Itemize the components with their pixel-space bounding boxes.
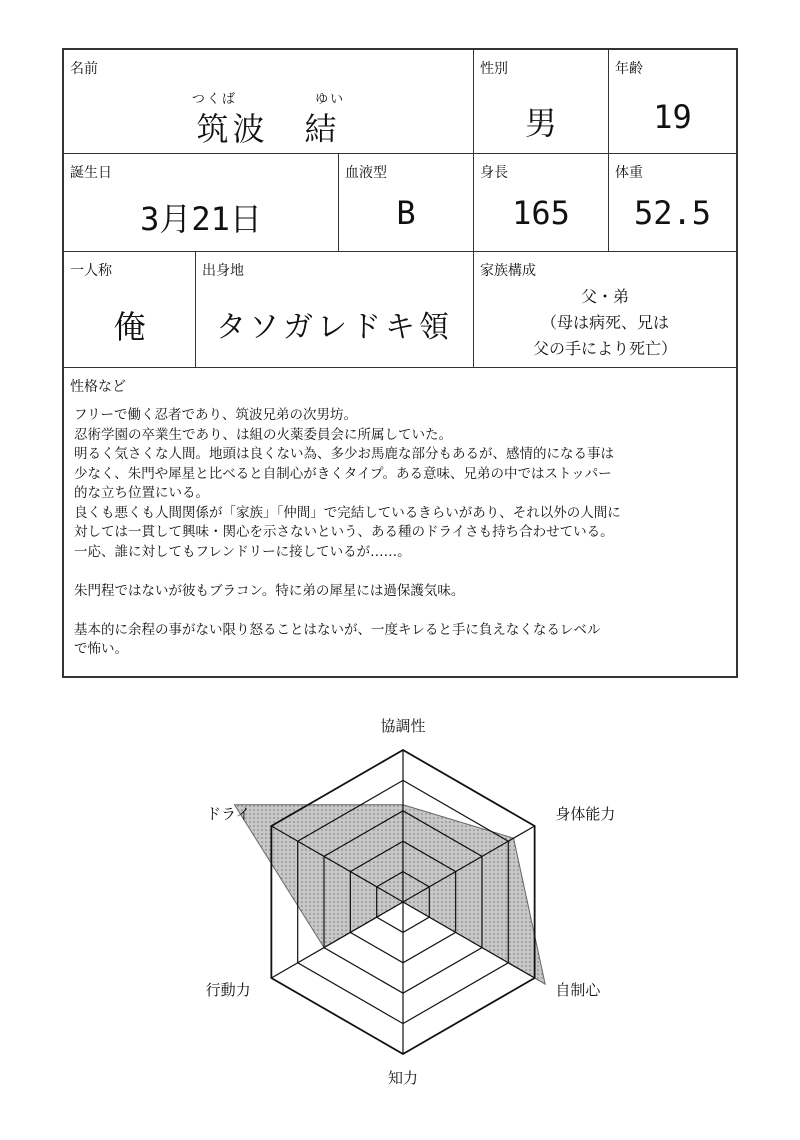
blood-label: 血液型 bbox=[345, 165, 387, 181]
sex-cell bbox=[474, 50, 609, 154]
personality-line: 少なく、朱門や犀星と比べると自制心がきくタイプ。ある意味、兄弟の中ではストッパー bbox=[74, 465, 612, 482]
personality-line: 朱門程ではないが彼もブラコン。特に弟の犀星には過保護気味。 bbox=[74, 582, 465, 599]
sex-value: 男 bbox=[524, 104, 557, 142]
birthplace-value: タソガレドキ領 bbox=[215, 310, 454, 345]
weight-label: 体重 bbox=[615, 165, 643, 181]
pronoun-label: 一人称 bbox=[70, 263, 112, 279]
personality-line: 良くも悪くも人間関係が「家族」「仲間」で完結しているきらいがあり、それ以外の人間に bbox=[74, 504, 621, 521]
family-line: （母は病死、兄は bbox=[540, 313, 669, 332]
weight-cell bbox=[609, 154, 736, 252]
personality-line: で怖い。 bbox=[74, 641, 128, 657]
pronoun-cell bbox=[64, 252, 196, 368]
radar-axis-label: 知力 bbox=[387, 1069, 419, 1087]
profile-sheet bbox=[62, 48, 738, 678]
birthday-cell bbox=[64, 154, 339, 252]
personality-line: 基本的に余程の事がない限り怒ることはないが、一度キレると手に負えなくなるレベル bbox=[74, 621, 601, 638]
personality-line: 的な立ち位置にいる。 bbox=[74, 485, 209, 501]
weight-value: 52.5 bbox=[633, 194, 712, 232]
age-value: 19 bbox=[653, 98, 692, 136]
name-ruby-family: つくば bbox=[191, 92, 237, 107]
personality-label: 性格など bbox=[70, 379, 126, 395]
radar-chart bbox=[0, 680, 800, 1140]
personality-line: 一応、誰に対してもフレンドリーに接しているが……。 bbox=[74, 543, 411, 560]
height-label: 身長 bbox=[480, 165, 508, 181]
personality-cell bbox=[64, 368, 736, 676]
name-label: 名前 bbox=[70, 61, 98, 77]
radar-axis-label: 協調性 bbox=[380, 717, 426, 735]
height-value: 165 bbox=[512, 194, 570, 232]
pronoun-value: 俺 bbox=[113, 308, 146, 346]
radar-axis-label: 身体能力 bbox=[555, 805, 616, 823]
name-ruby-given: ゆい bbox=[315, 92, 346, 107]
age-label: 年齢 bbox=[615, 61, 643, 77]
name-cell bbox=[64, 50, 474, 154]
personality-text bbox=[74, 406, 728, 660]
family-label: 家族構成 bbox=[480, 263, 536, 279]
blood-cell bbox=[339, 154, 474, 252]
family-line: 父の手により死亡） bbox=[532, 339, 677, 358]
personality-spacer bbox=[74, 601, 728, 621]
age-cell bbox=[609, 50, 736, 154]
radar-axis-label: ドライ bbox=[206, 805, 251, 823]
family-cell bbox=[474, 252, 736, 368]
name-value: 筑波 結 bbox=[196, 110, 341, 148]
personality-line: フリーで働く忍者であり、筑波兄弟の次男坊。 bbox=[74, 407, 357, 423]
birthplace-cell bbox=[196, 252, 474, 368]
radar-axis-label: 行動力 bbox=[205, 981, 251, 999]
birthday-value: 3月21日 bbox=[140, 200, 262, 238]
personality-line: 対しては一貫して興味・関心を示さないという、ある種のドライさも持ち合わせている。 bbox=[74, 524, 614, 540]
blood-value: B bbox=[396, 194, 416, 232]
sex-label: 性別 bbox=[480, 61, 508, 77]
birthplace-label: 出身地 bbox=[202, 263, 244, 279]
birthday-label: 誕生日 bbox=[70, 165, 112, 181]
family-line: 父・弟 bbox=[580, 287, 629, 306]
radar-axis-label: 自制心 bbox=[555, 981, 601, 999]
personality-line: 忍術学園の卒業生であり、は組の火薬委員会に所属していた。 bbox=[74, 426, 452, 443]
height-cell bbox=[474, 154, 609, 252]
personality-spacer bbox=[74, 562, 728, 582]
family-lines bbox=[474, 284, 736, 362]
personality-line: 明るく気さくな人間。地頭は良くない為、多少お馬鹿な部分もあるが、感情的になる事は bbox=[74, 446, 614, 462]
